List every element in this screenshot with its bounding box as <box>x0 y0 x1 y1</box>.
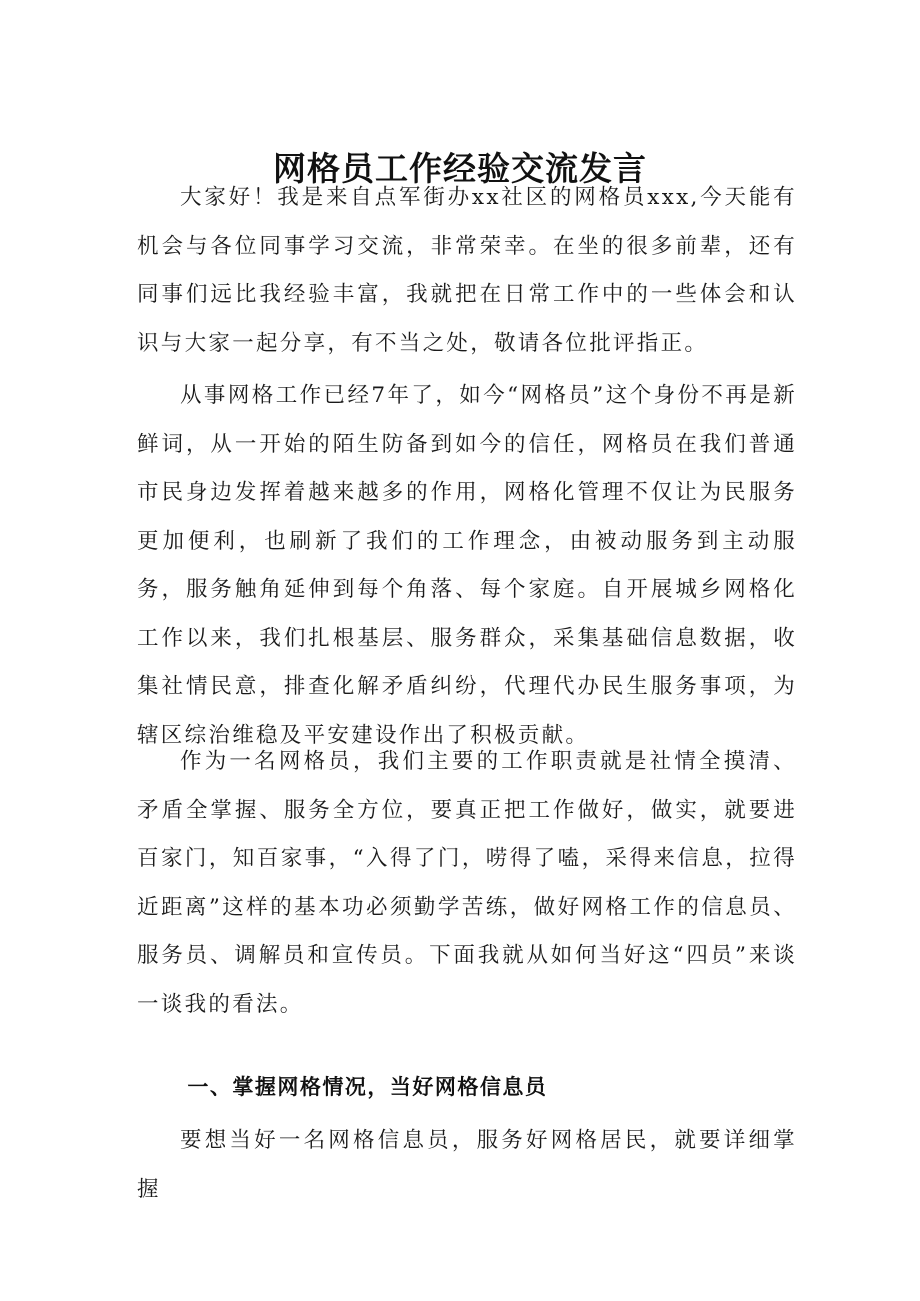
document-title: 网格员工作经验交流发言 <box>273 149 647 189</box>
paragraph-background: 从事网格工作已经7年了，如今“网格员”这个身份不再是新鲜词，从一开始的陌生防备到如今的信任，网格员在我们普通市民身边发挥着越来越多的作用，网格化管理不仅让为民服务更加便利，也刷新了我们的工作理念，由被动服务到主动服务，服务触角延伸到每个角落、每个家庭。自开展城乡网格化工作以来，我们扎根基层、服务群众，采集基础信息数据，收集社情民意，排查化解矛盾纠纷，代理代办民生服务事项，为辖区综治维稳及平安建设作出了积极贡献。 <box>137 383 797 748</box>
paragraph-greeting: 大家好！我是来自点军街办xx社区的网格员xxx,今天能有机会与各位同事学习交流，非常荣幸。在坐的很多前辈，还有同事们远比我经验丰富，我就把在日常工作中的一些体会和认识与大家一起分享，有不当之处，敬请各位批评指正。 <box>137 185 797 356</box>
section-heading: 一、掌握网格情况，当好网格信息员 <box>187 1075 548 1099</box>
paragraph-information-officer: 要想当好一名网格信息员，服务好网格居民，就要详细掌握 <box>137 1128 797 1202</box>
paragraph-duties: 作为一名网格员，我们主要的工作职责就是社情全摸清、矛盾全掌握、服务全方位，要真正把工作做好，做实，就要进百家门，知百家事，“入得了门，唠得了嗑，采得来信息，拉得近距离”这样的基本功必须勤学苦练，做好网格工作的信息员、服务员、调解员和宣传员。下面我就从如何当好这“四员”来谈一谈我的看法。 <box>137 749 797 1017</box>
